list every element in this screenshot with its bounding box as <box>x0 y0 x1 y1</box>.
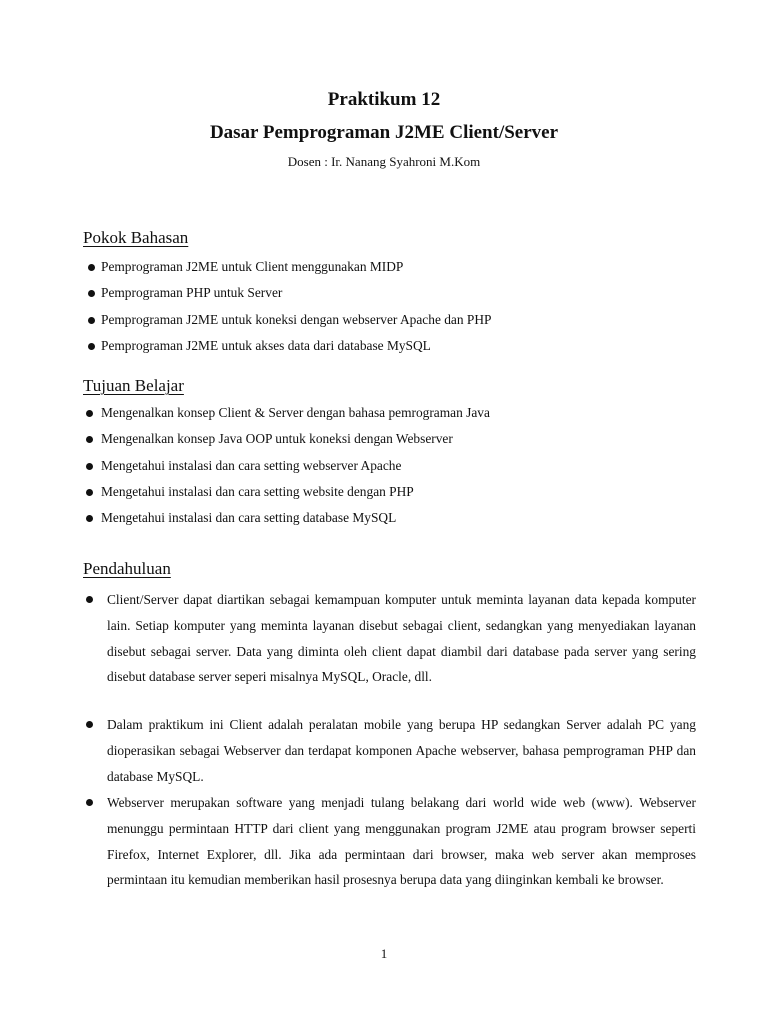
bullet-icon <box>86 463 93 470</box>
paragraph-text: Client/Server dapat diartikan sebagai kemampuan komputer untuk meminta layanan data kepada komputer lain. Setiap komputer yang meminta layanan disebut sebagai client, sedangkan yang menyediakan layanan disebut sebagai server. Data yang diminta oleh client dapat diambil dari database pada server yang sering disebut database server seperi misalnya MySQL, Oracle, dll. <box>107 592 696 685</box>
page-number: 1 <box>380 946 388 961</box>
list-item-text: Pemprograman J2ME untuk Client menggunakan MIDP <box>101 259 404 274</box>
list-item-text: Mengetahui instalasi dan cara setting database MySQL <box>101 510 397 526</box>
paragraph-text: Webserver merupakan software yang menjadi tulang belakang dari world wide web (www). Webserver menunggu permintaan HTTP dari client yang menggunakan program J2ME atau program browser seperti Firefox, Internet Explorer, dll. Jika ada permintaan dari browser, maka web server akan memproses permintaan itu kemudian memberikan hasil prosesnya berupa data yang diinginkan kembali ke browser. <box>107 795 696 888</box>
list-item-text: Mengenalkan konsep Java OOP untuk koneksi dengan Webserver <box>101 431 453 447</box>
list-item <box>101 505 490 531</box>
bullet-icon <box>86 410 93 417</box>
list-item-text: Pemprograman PHP untuk Server <box>101 285 283 301</box>
bullet-icon <box>86 515 93 522</box>
bullet-icon <box>88 343 95 350</box>
bullet-icon <box>86 721 93 728</box>
list-item <box>101 426 490 452</box>
document-subtitle: Dasar Pemprograman J2ME Client/Server <box>209 122 559 143</box>
list-item-text: Mengetahui instalasi dan cara setting website dengan PHP <box>101 483 414 499</box>
list-item-text: Mengetahui instalasi dan cara setting webserver Apache <box>101 457 402 473</box>
list-item <box>101 254 491 280</box>
paragraph <box>107 790 696 893</box>
section-heading-pokok-bahasan: Pokok Bahasan <box>83 228 189 247</box>
list-item <box>101 479 490 505</box>
section-heading-pendahuluan: Pendahuluan <box>83 559 171 578</box>
bullet-icon <box>86 489 93 496</box>
tujuan-belajar-list <box>101 400 490 531</box>
list-item <box>101 400 490 426</box>
document-title: Praktikum 12 <box>327 89 441 110</box>
bullet-icon <box>86 436 93 443</box>
list-item <box>101 453 490 479</box>
bullet-icon <box>86 596 93 603</box>
list-item <box>101 307 491 333</box>
list-item-text: Pemprograman J2ME untuk akses data dari database MySQL <box>101 337 431 353</box>
paragraph <box>107 712 696 789</box>
section-heading-tujuan-belajar: Tujuan Belajar <box>83 376 184 395</box>
bullet-icon <box>88 317 95 324</box>
paragraph <box>107 587 696 690</box>
bullet-icon <box>88 290 95 297</box>
list-item-text: Mengenalkan konsep Client & Server dengan bahasa pemrograman Java <box>101 405 490 420</box>
pokok-bahasan-list <box>101 254 491 359</box>
list-item-text: Pemprograman J2ME untuk koneksi dengan webserver Apache dan PHP <box>101 311 492 327</box>
bullet-icon <box>88 264 95 271</box>
bullet-icon <box>86 799 93 806</box>
paragraph-text: Dalam praktikum ini Client adalah peralatan mobile yang berupa HP sedangkan Server adalah PC yang dioperasikan sebagai Webserver dan terdapat komponen Apache webserver, bahasa pemprograman PHP dan database MySQL. <box>107 717 696 784</box>
list-item <box>101 280 491 306</box>
lecturer-line: Dosen : Ir. Nanang Syahroni M.Kom <box>287 154 481 169</box>
list-item <box>101 333 491 359</box>
